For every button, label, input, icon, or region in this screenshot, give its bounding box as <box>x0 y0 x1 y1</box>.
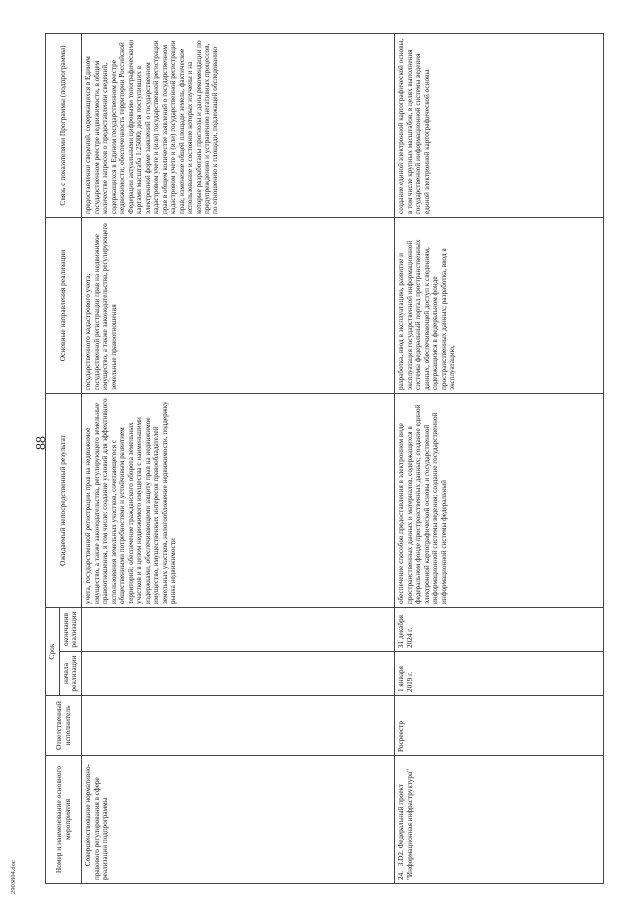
header-link: Связь с показателями Программы (подпрограммы) <box>46 33 82 217</box>
cell-directions: разработка, ввод в эксплуатацию, развитие и эксплуатация государственной информационной системы федеральный портал пространственных данных, обеспечивающей доступ к сведениям, содержащимся в федеральном фонде пространственных данных; разработка, ввод в эксплуатацию, <box>395 217 604 393</box>
cell-result: учета, государственной регистрации прав на недвижимое имущество, а также законодательства, регулирующего земельные правоотношения, в том числе: создание условий для эффективного использования земельных участков, сочетающегося с общественными потребностями и устойчивым развитием территорий; обеспечение гражданского оборота земельных участков и в целом недвижимого имущества с наименьшими издержками, обеспечивающими защиту прав на недвижимое имущество, имущественных интересов правообладателей земельных участков, налогообложение недвижимости, поддержку рынка недвижимости <box>82 393 395 607</box>
program-table <box>45 33 604 884</box>
cell-responsible: Росреестр <box>395 696 604 756</box>
row-number: 24. <box>397 871 406 880</box>
cell-link: предоставлении сведений, содержащихся в Едином государственном реестре недвижимости, в общем количестве запросов о предоставлении сведений, содержащихся в Едином государственном реестре недвижимости; обеспеченность территории Российской Федерации актуальными цифровыми топографическими картами масштаба 1:25000; доля поступивших в электронной форме заявлений о государственном кадастровом учете и (или) государственной регистрации прав в общем количестве заявлений о государственном кадастровом учете и (или) государственной регистрации прав; изменение общей площади земель, фактическое использование и состояние которых изучены и на которые разработаны прогнозы и даны рекомендации по предупреждению и устранению негативных процессов, по отношению к площади, подлежащей обследованию <box>82 33 395 217</box>
header-directions: Основные направления реализации <box>46 217 82 393</box>
footer-filename: 2903804.doc <box>10 860 17 894</box>
header-number-name: Номер и наименование основного мероприятия <box>46 756 82 884</box>
cell-number-name <box>82 756 395 884</box>
header-start: начала реализации <box>59 652 81 696</box>
page-number: 88 <box>34 436 49 450</box>
cell-end <box>82 607 395 651</box>
cell-responsible <box>82 696 395 756</box>
row-name: Совершенствование нормативно-правового регулирования в сфере реализации подпрограммы <box>84 764 110 880</box>
table-row <box>395 33 604 883</box>
cell-number-name <box>395 756 604 884</box>
header-responsible: Ответственный исполнитель <box>46 696 82 756</box>
row-name: 3.D2. Федеральный проект "Информационная инфраструктура" <box>397 768 414 880</box>
rotated-table-container <box>45 34 613 884</box>
table-row <box>82 33 395 883</box>
header-result: Ожидаемый непосредственный результат <box>46 393 82 607</box>
cell-link: создание единой электронной картографической основы, в том числе крупных масштабов, в целях выполнения государственной информационной системы ведения единой электронной картографической основы <box>395 33 604 217</box>
header-term: Срок <box>46 607 60 695</box>
cell-start: 1 января 2019 г. <box>395 652 604 696</box>
cell-start <box>82 652 395 696</box>
cell-end: 31 декабря 2024 г. <box>395 607 604 651</box>
header-end: окончания реализации <box>59 607 81 651</box>
cell-result: обеспечение способов предоставления в электронном виде пространственных данных и материалов, содержащихся в федеральном фонде пространственных данных; создание единой электронной картографической основы и государственной информационной системы ведения; создание государственной информационной системы федеральный <box>395 393 604 607</box>
cell-directions: государственного кадастрового учета, государственной регистрации прав на недвижимое имущество, а также законодательства, регулирующего земельные правоотношения <box>82 217 395 393</box>
